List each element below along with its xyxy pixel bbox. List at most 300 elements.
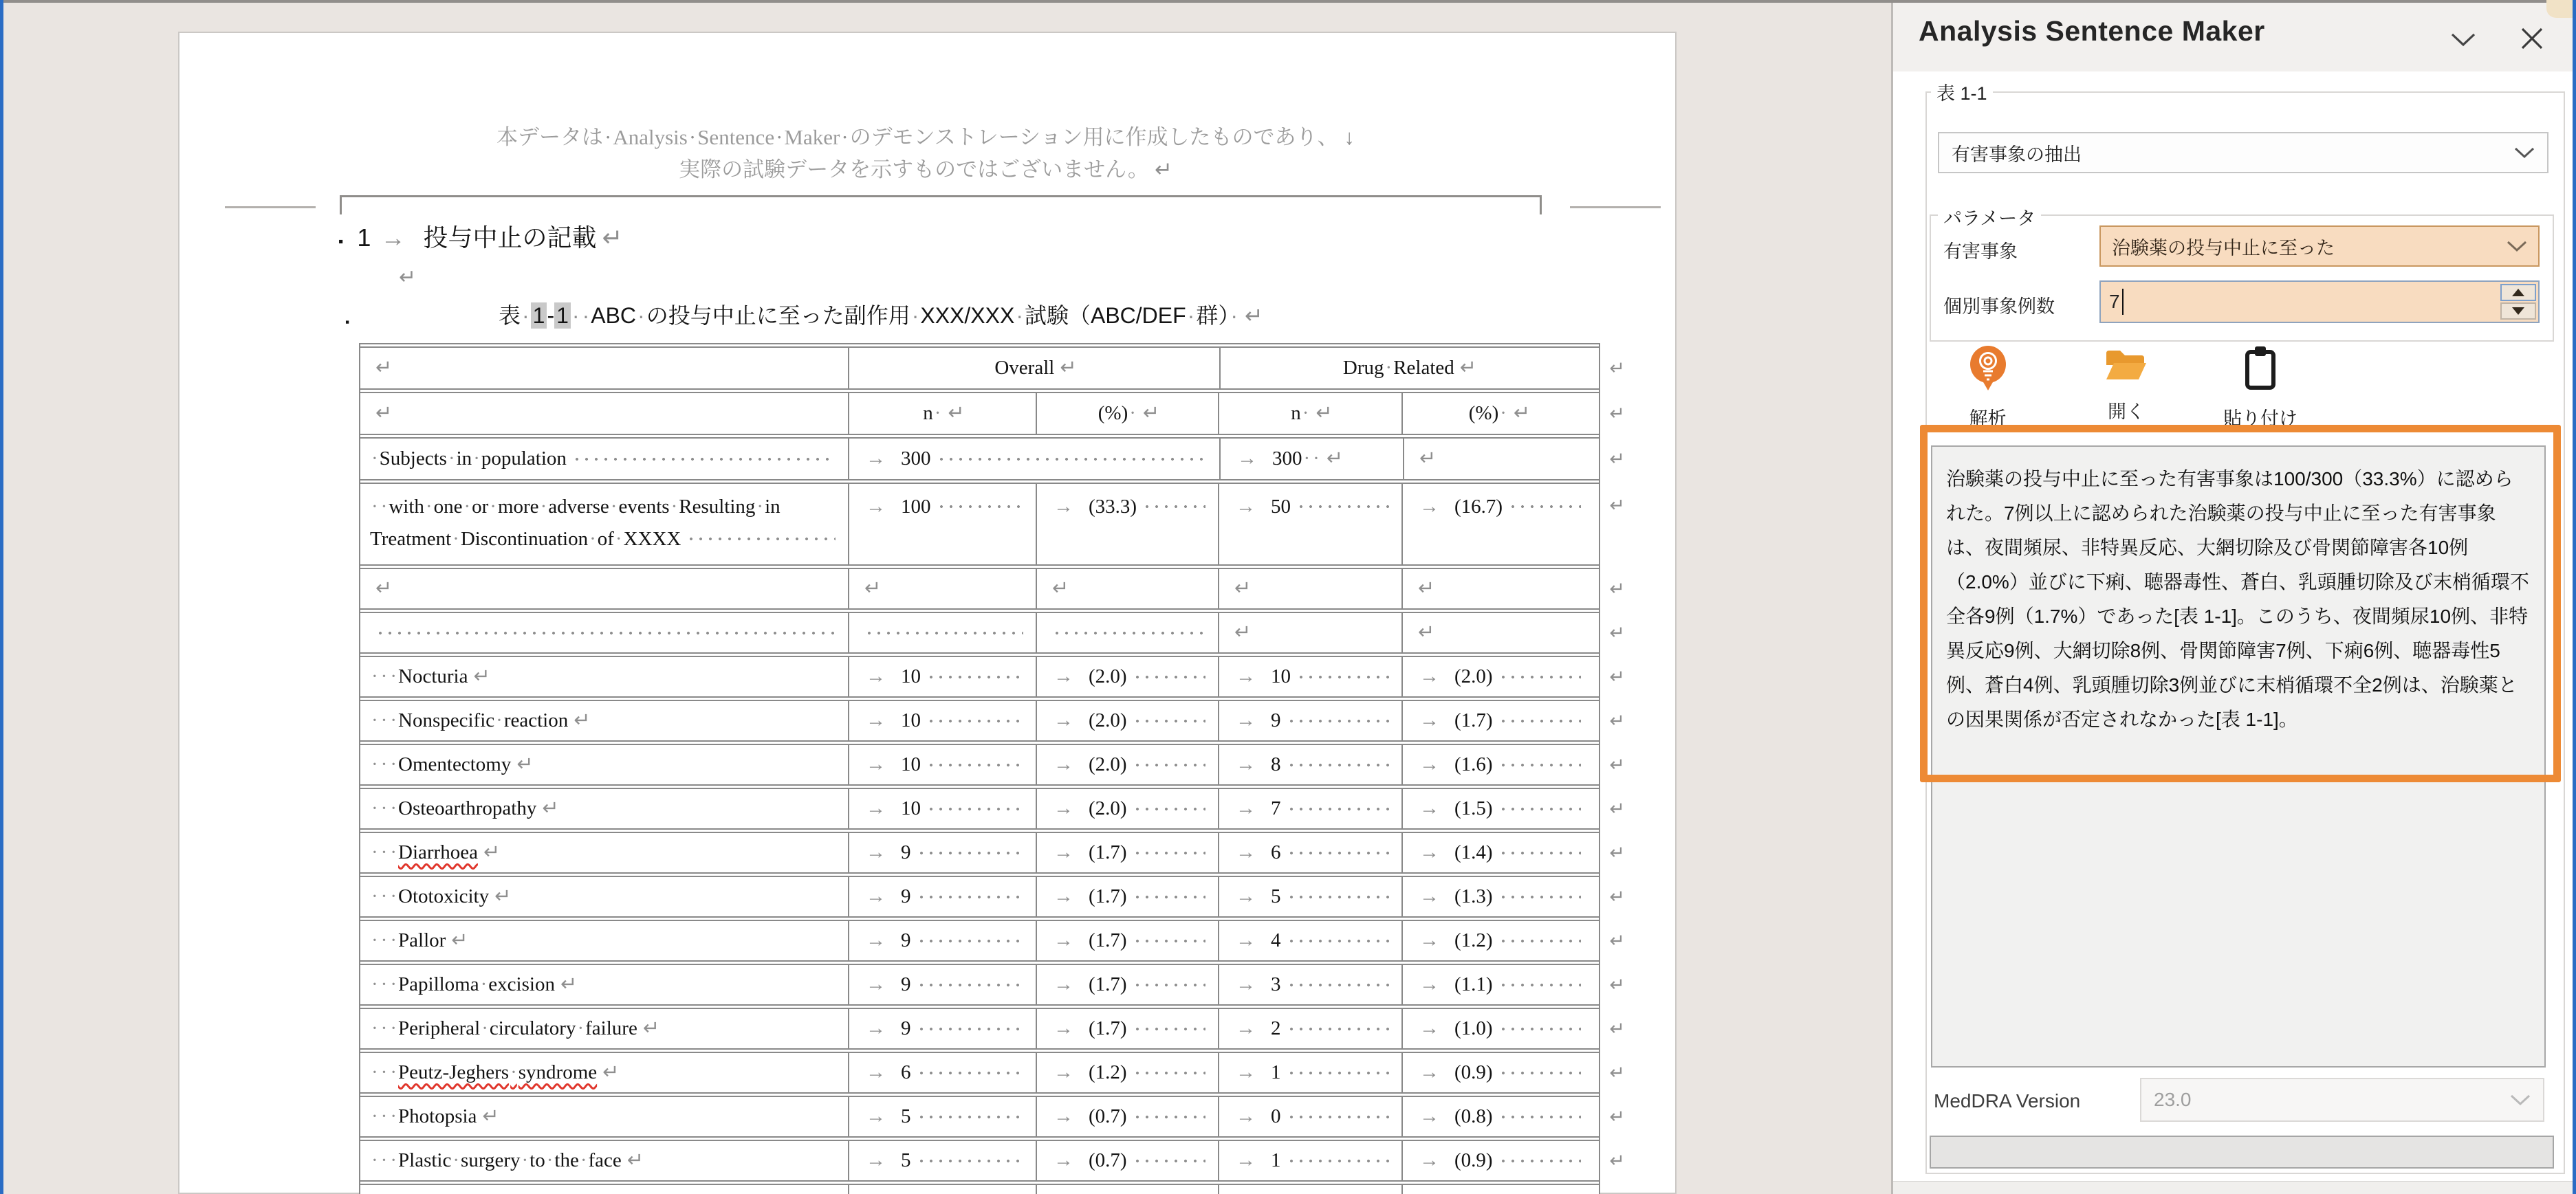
- tab-leader-dots: [1498, 716, 1581, 727]
- cell-line: [1229, 1101, 1395, 1133]
- table-cell: [1036, 965, 1218, 1004]
- text-run: 4: [1271, 929, 1281, 952]
- cell-line: [1047, 837, 1211, 869]
- table-row: [360, 828, 1625, 872]
- formatting-mark: ▪: [345, 315, 350, 329]
- formatting-mark: →: [1419, 709, 1439, 732]
- table-cell: [360, 745, 848, 784]
- table-cell: [848, 701, 1036, 740]
- text-run: 300: [1272, 447, 1302, 470]
- text-run: 9: [901, 1017, 911, 1040]
- formatting-mark: →: [866, 885, 886, 908]
- formatting-mark: ↓: [1344, 125, 1355, 149]
- formatting-mark: ·: [390, 841, 397, 864]
- table-cell: [1401, 701, 1593, 740]
- text-run: (1.2): [1089, 1061, 1127, 1084]
- formatting-mark: →: [1054, 753, 1073, 776]
- cell-line: [1047, 397, 1211, 430]
- extraction-type-select[interactable]: [1938, 132, 2548, 173]
- table-cell: [848, 1097, 1036, 1136]
- formatting-mark: ↵: [1513, 402, 1531, 425]
- document-page[interactable]: [178, 32, 1677, 1194]
- text-run: (2.0): [1089, 797, 1127, 820]
- table-cell: [1403, 439, 1595, 479]
- formatting-mark: ↵: [626, 1149, 644, 1172]
- cell-line: [370, 661, 841, 693]
- empty-paragraph-mark: [393, 265, 416, 289]
- tab-leader-dots: [1498, 1156, 1581, 1167]
- open-button-label: 開く: [2108, 401, 2145, 422]
- formatting-mark: ↵: [483, 841, 501, 864]
- text-run: (2.0): [1454, 665, 1493, 688]
- table-cell: [1218, 701, 1401, 740]
- cell-line: [859, 352, 1212, 384]
- text-run: の投与中止に至った副作用: [646, 303, 910, 328]
- formatting-mark: ↵: [375, 357, 393, 379]
- tab-leader-dots: [1133, 892, 1205, 903]
- cell-line: [1412, 661, 1586, 693]
- cell-line: [859, 397, 1029, 430]
- cell-line: [859, 881, 1029, 913]
- formatting-mark: ·: [371, 709, 378, 732]
- formatting-mark: ·: [577, 1017, 585, 1040]
- text-run: 1: [1271, 1061, 1281, 1084]
- formatting-mark: ↵: [1052, 577, 1069, 600]
- table-cell: [848, 1185, 1036, 1194]
- table-cell: [848, 789, 1036, 828]
- formatting-mark: ·: [481, 1017, 488, 1040]
- formatting-mark: →: [1054, 709, 1073, 732]
- disclaimer-line-2: [241, 153, 1610, 186]
- table-row: [360, 388, 1625, 434]
- text-run: to: [530, 1149, 545, 1172]
- tab-leader-dots: [917, 980, 1024, 991]
- parameters-group-legend: パラメータ: [1938, 203, 2041, 230]
- formatting-mark: ·: [1129, 402, 1136, 425]
- row-end-mark: ↵: [1609, 403, 1625, 423]
- cell-line: [370, 628, 841, 639]
- cell-line: [1230, 443, 1396, 475]
- table-cell: [1218, 484, 1401, 564]
- text-run: excision: [488, 973, 555, 996]
- text-run: n: [923, 402, 933, 425]
- row-end-mark: ↵: [1609, 578, 1625, 599]
- cell-line: [859, 1057, 1029, 1089]
- cell-line: [370, 491, 841, 523]
- table-caption: [499, 298, 1263, 330]
- tab-leader-dots: [917, 1024, 1024, 1035]
- cell-line: [1229, 749, 1395, 781]
- formatting-mark: ·: [380, 496, 388, 518]
- cell-line: [1412, 1101, 1586, 1133]
- table-cell: [1401, 921, 1593, 960]
- cell-line: [1229, 573, 1395, 605]
- formatting-mark: ·: [637, 303, 645, 328]
- formatting-mark: ↵: [1234, 621, 1252, 644]
- tab-leader-dots: [926, 804, 1023, 815]
- table-cell: [848, 393, 1036, 434]
- table-cell: [1401, 569, 1593, 608]
- text-run: (1.7): [1454, 709, 1493, 732]
- paste-button[interactable]: [2209, 345, 2312, 430]
- formatting-mark: ·: [371, 1017, 378, 1040]
- spellcheck-text: [398, 837, 478, 869]
- adverse-event-select[interactable]: [2099, 225, 2540, 267]
- cell-line: [859, 491, 1029, 523]
- table-cell: [1218, 965, 1401, 1004]
- cell-line: [1412, 617, 1586, 649]
- cell-line: [370, 705, 841, 737]
- text-run: 試験（ABC/DEF: [1024, 303, 1186, 328]
- tab-leader-dots: [937, 501, 1024, 512]
- formatting-mark: ·: [390, 929, 397, 952]
- formatting-mark: ↵: [602, 1061, 620, 1084]
- text-run: Plastic: [398, 1149, 452, 1172]
- cell-line: [370, 352, 841, 384]
- formatting-mark: →: [1236, 1149, 1256, 1172]
- formatting-mark: ·: [371, 797, 378, 820]
- formatting-mark: →: [1236, 973, 1256, 996]
- text-run: Photopsia: [398, 1105, 477, 1128]
- tab-leader-dots: [1287, 804, 1390, 815]
- row-end-mark: ↵: [1609, 754, 1625, 775]
- chevron-down-icon: [2507, 236, 2527, 257]
- tab-leader-dots: [1498, 1024, 1581, 1035]
- text-run: (%): [1468, 402, 1499, 425]
- tab-leader-dots: [1287, 716, 1390, 727]
- row-end-mark: ↵: [1609, 666, 1625, 687]
- cell-line: [1229, 1145, 1395, 1177]
- spin-up-button[interactable]: [2500, 284, 2536, 301]
- table-cell: [360, 348, 848, 388]
- table-cell: [1401, 1185, 1593, 1194]
- text-run: 投与中止の記載: [423, 223, 597, 252]
- tab-leader-dots: [1287, 760, 1390, 771]
- formatting-mark: →: [1054, 929, 1073, 952]
- tab-leader-dots: [1287, 1068, 1390, 1079]
- formatting-mark: ·: [480, 973, 488, 996]
- text-run: syndrome: [518, 1061, 598, 1084]
- cell-line: [1412, 1145, 1586, 1177]
- tab-leader-dots: [1287, 892, 1390, 903]
- cell-line: [1047, 573, 1211, 605]
- cell-line: [370, 793, 841, 825]
- cell-line: [1229, 1013, 1395, 1045]
- formatting-mark: ·: [1313, 447, 1320, 470]
- formatting-mark: ·: [390, 973, 397, 996]
- formatting-mark: ·: [496, 709, 503, 732]
- table-cell: [1218, 745, 1401, 784]
- text-run: 10: [901, 665, 921, 688]
- text-run: 5: [901, 1149, 911, 1172]
- table-cell: [360, 701, 848, 740]
- table-cell: [1218, 1141, 1401, 1180]
- analyze-bulb-icon: [1969, 345, 2007, 394]
- table-row: [360, 784, 1625, 828]
- formatting-mark: →: [866, 973, 886, 996]
- extraction-type-value: 有害事象の抽出: [1952, 144, 2082, 165]
- formatting-mark: ·: [390, 753, 397, 776]
- formatting-mark: ·: [521, 1149, 529, 1172]
- section-heading: [338, 219, 623, 254]
- tab-leader-dots: [917, 1068, 1024, 1079]
- caption-bullet: [345, 308, 360, 331]
- formatting-mark: ·: [390, 797, 397, 820]
- table-cell: [1218, 569, 1401, 608]
- formatting-mark: ·: [615, 527, 622, 550]
- formatting-mark: →: [1236, 709, 1256, 732]
- open-button[interactable]: [2082, 349, 2170, 423]
- tab-leader-dots: [1287, 980, 1390, 991]
- formatting-mark: →: [1419, 841, 1439, 864]
- tab-leader-dots: [1133, 716, 1205, 727]
- tab-leader-dots: [1133, 1068, 1205, 1079]
- text-run: 9: [901, 973, 911, 996]
- text-run: reaction: [503, 709, 569, 732]
- table-cell: [360, 1097, 848, 1136]
- text-run: face: [588, 1149, 622, 1172]
- formatting-mark: ·: [371, 1149, 378, 1172]
- formatting-mark: ·: [390, 1061, 397, 1084]
- formatting-mark: ·: [670, 496, 678, 518]
- table-row: [360, 960, 1625, 1004]
- text-run: Pallor: [398, 929, 446, 952]
- table-cell: [360, 833, 848, 872]
- tab-leader-dots: [1508, 501, 1581, 512]
- table-cell: [1036, 1097, 1218, 1136]
- tab-leader-dots: [1498, 1068, 1581, 1079]
- table-cell: [1036, 484, 1218, 564]
- table-cell: [360, 484, 848, 564]
- analyze-button-label: 解析: [1969, 408, 2007, 429]
- spin-down-button[interactable]: [2500, 302, 2536, 320]
- formatting-mark: ↵: [602, 223, 623, 252]
- table-row: [360, 1048, 1625, 1092]
- text-run: 10: [901, 753, 921, 776]
- table-cell: [1218, 789, 1401, 828]
- formatting-mark: ·: [425, 496, 433, 518]
- table-row: [360, 1136, 1625, 1180]
- event-count-spinner[interactable]: [2099, 280, 2540, 323]
- formatting-mark: ·: [911, 303, 919, 328]
- chevron-down-icon[interactable]: [2448, 27, 2478, 51]
- disclaimer-text: [241, 121, 1610, 186]
- cell-line: [1047, 925, 1211, 957]
- adverse-event-value: 治験薬の投与中止に至った: [2112, 237, 2335, 258]
- cell-line: [370, 1145, 841, 1177]
- text-run: 1: [556, 303, 569, 328]
- text-cursor: [2122, 289, 2124, 315]
- tab-leader-dots: [937, 454, 1208, 465]
- text-run: (1.2): [1454, 929, 1493, 952]
- formatting-mark: ·: [452, 527, 459, 550]
- formatting-mark: →: [1419, 1017, 1439, 1040]
- tab-leader-dots: [572, 454, 836, 465]
- tab-leader-dots: [1287, 936, 1390, 947]
- table-cell: [848, 1009, 1036, 1048]
- formatting-mark: →: [866, 1061, 886, 1084]
- table-cell: [360, 1185, 848, 1194]
- cell-line: [1047, 793, 1211, 825]
- table-cell: [1218, 833, 1401, 872]
- formatting-mark: ↵: [494, 885, 512, 908]
- table-cell: [1401, 789, 1593, 828]
- row-end-mark: ↵: [1609, 1106, 1625, 1127]
- text-run: the: [554, 1149, 579, 1172]
- cell-line: [1229, 793, 1395, 825]
- formatting-mark: ·: [604, 125, 612, 149]
- formatting-mark: ·: [452, 1149, 460, 1172]
- formatting-mark: ·: [371, 1061, 378, 1084]
- table-cell: [1401, 484, 1593, 564]
- formatting-mark: ·: [371, 447, 378, 470]
- text-run: 3: [1271, 973, 1281, 996]
- meddra-version-value: 23.0: [2154, 1089, 2192, 1110]
- output-textarea[interactable]: 治験薬の投与中止に至った有害事象は100/300（33.3%）に認められた。7例以上に認められた治験薬の投与中止に至った有害事象は、夜間頻尿、非特異反応、大網切除及び骨関節障害各10例（2.0%）並びに下痢、聴器毒性、蒼白、乳頭腫切除及び末梢循環不全各9例（1.7%）であった[表 1-1]。このうち、夜間頻尿10例、非特異反応9例、大網切除8例、骨関節障害7例、下痢6例、聴器毒性5例、蒼白4例、乳頭腫切除3例並びに末梢循環不全2例は、治験薬との因果関係が否定されなかった[表 1-1]。: [1931, 445, 2546, 1068]
- text-run: more: [497, 496, 539, 518]
- table-cell: [1401, 657, 1593, 696]
- table-cell: [1401, 965, 1593, 1004]
- paste-button-label: 貼り付け: [2223, 408, 2297, 429]
- text-run: 10: [1271, 665, 1291, 688]
- table-cell: [1036, 393, 1218, 434]
- cell-line: [370, 969, 841, 1001]
- text-run: 5: [1271, 885, 1281, 908]
- text-run: in: [765, 496, 781, 518]
- tab-leader-dots: [926, 716, 1023, 727]
- tab-leader-dots: [1296, 672, 1389, 683]
- tab-leader-dots: [1287, 1112, 1390, 1123]
- table-cell: [1036, 745, 1218, 784]
- table-cell: [1401, 877, 1593, 916]
- meddra-version-select[interactable]: [2140, 1078, 2544, 1122]
- formatting-mark: ·: [380, 973, 388, 996]
- formatting-mark: ·: [390, 1149, 397, 1172]
- formatting-mark: →: [1054, 496, 1073, 518]
- row-end-mark: ↵: [1609, 1150, 1625, 1171]
- text-run: (1.5): [1454, 797, 1493, 820]
- formatting-mark: ↵: [473, 665, 490, 688]
- close-icon[interactable]: [2517, 25, 2547, 52]
- formatting-mark: →: [1054, 1017, 1073, 1040]
- formatting-mark: ·: [380, 753, 388, 776]
- tab-leader-dots: [1133, 848, 1205, 859]
- analysis-highlight-border: [1920, 425, 2561, 782]
- tab-leader-dots: [1498, 760, 1581, 771]
- text-run: (1.7): [1089, 885, 1127, 908]
- formatting-mark: ·: [1385, 357, 1393, 379]
- formatting-mark: ·: [390, 709, 397, 732]
- tab-leader-dots: [1133, 1156, 1205, 1167]
- formatting-mark: →: [1236, 665, 1256, 688]
- cell-line: [1229, 397, 1395, 430]
- row-end-mark: ↵: [1609, 710, 1625, 731]
- tab-leader-dots: [1498, 1112, 1581, 1123]
- text-run: 50: [1271, 496, 1291, 518]
- text-run: (16.7): [1454, 496, 1503, 518]
- tab-leader-dots: [1498, 848, 1581, 859]
- cell-line: [370, 925, 841, 957]
- table-row: [360, 740, 1625, 784]
- cell-line: [859, 925, 1029, 957]
- text-run: (1.7): [1089, 973, 1127, 996]
- table-cell: [848, 613, 1036, 652]
- cell-line: [1047, 705, 1211, 737]
- window-right-edge: [2573, 0, 2576, 1194]
- formatting-mark: ·: [380, 1149, 388, 1172]
- formatting-mark: ▪: [338, 234, 344, 250]
- table-row: [360, 652, 1625, 696]
- formatting-mark: ·: [380, 841, 388, 864]
- text-run: 1: [1271, 1149, 1281, 1172]
- formatting-mark: →: [866, 753, 886, 776]
- formatting-mark: →: [1054, 885, 1073, 908]
- tab-leader-dots: [917, 1156, 1024, 1167]
- cell-line: [1229, 617, 1395, 649]
- cell-line: [370, 523, 841, 555]
- formatting-mark: ·: [371, 665, 378, 688]
- formatting-mark: ·: [371, 973, 378, 996]
- formatting-mark: ·: [776, 125, 783, 149]
- table-cell: [1401, 833, 1593, 872]
- text-run: XXXX: [623, 527, 681, 550]
- table-cell: [1218, 393, 1401, 434]
- text-run: (1.7): [1089, 841, 1127, 864]
- formatting-mark: ·: [841, 125, 849, 149]
- cell-line: [1230, 352, 1589, 384]
- table-cell: [360, 569, 848, 608]
- row-end-mark: ↵: [1609, 798, 1625, 819]
- text-run: (0.7): [1089, 1149, 1127, 1172]
- text-run: Diarrhoea: [398, 841, 478, 864]
- cell-line: [859, 628, 1029, 639]
- text-run: Overall: [994, 357, 1055, 379]
- tab-leader-dots: [917, 936, 1024, 947]
- formatting-mark: ·: [371, 885, 378, 908]
- cell-line: [370, 397, 841, 430]
- cell-line: [1412, 705, 1586, 737]
- cell-line: [370, 1101, 841, 1133]
- cell-line: [1047, 881, 1211, 913]
- text-run: 7: [1271, 797, 1281, 820]
- cell-line: [859, 969, 1029, 1001]
- progress-bar: [1930, 1136, 2554, 1169]
- row-end-mark: ↵: [1609, 974, 1625, 995]
- text-run: ABC: [591, 303, 637, 328]
- cell-line: [1412, 397, 1586, 430]
- tab-leader-dots: [926, 672, 1023, 683]
- formatting-mark: ↵: [1316, 402, 1333, 425]
- cell-line: [1229, 969, 1395, 1001]
- text-run: 6: [1271, 841, 1281, 864]
- text-run: Nocturia: [398, 665, 468, 688]
- table-cell: [360, 1141, 848, 1180]
- table-cell: [1036, 877, 1218, 916]
- formatting-mark: ·: [756, 496, 764, 518]
- text-run: in: [456, 447, 472, 470]
- table-cell: [1401, 1097, 1593, 1136]
- text-run: 100: [901, 496, 931, 518]
- analyze-button[interactable]: [1945, 345, 2031, 430]
- cell-line: [1047, 969, 1211, 1001]
- table-cell: [848, 569, 1036, 608]
- formatting-mark: ·: [463, 496, 471, 518]
- text-run: 5: [901, 1105, 911, 1128]
- cell-line: [1229, 705, 1395, 737]
- cell-line: [1412, 1013, 1586, 1045]
- formatting-mark: →: [1419, 929, 1439, 952]
- formatting-mark: ·: [1230, 303, 1238, 328]
